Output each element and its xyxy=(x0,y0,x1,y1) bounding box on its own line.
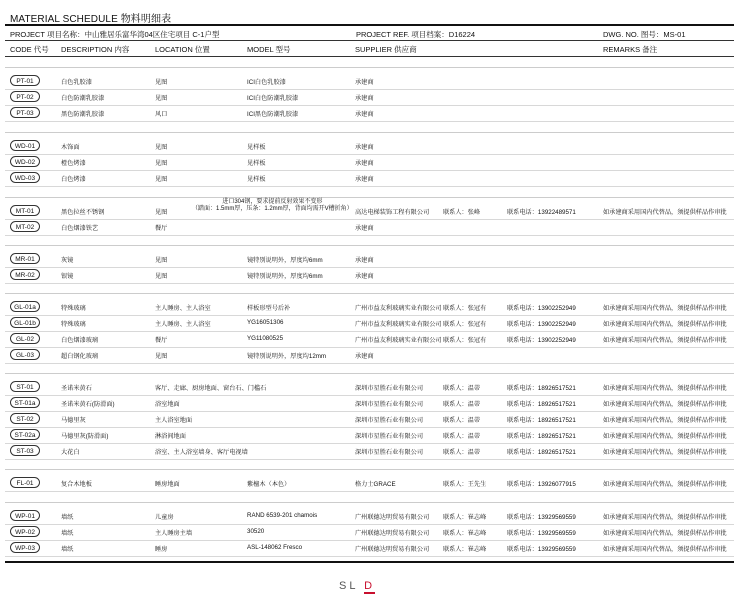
table-row xyxy=(5,300,734,316)
contact-cell: 联系人：张峰 xyxy=(443,209,481,216)
location-cell: 客厅、走廊、厨房地面、窗台石、门槛石 xyxy=(155,385,267,392)
description-cell: 白色烤漆 xyxy=(61,176,86,183)
description-cell: 超白钢化玻璃 xyxy=(61,353,99,360)
location-cell: 浴室、主人浴室墙身、客厅电视墙 xyxy=(155,449,248,456)
remarks-cell: 如承建商采用国内代替品，须提供样品作审批 xyxy=(603,401,727,408)
remarks-cell: 如承建商采用国内代替品，须提供样品作审批 xyxy=(603,546,727,553)
description-cell: 白色烟漆铁艺 xyxy=(61,225,99,232)
description-cell: 特殊玻璃 xyxy=(61,305,86,312)
material-code-badge: PT-01 xyxy=(10,75,40,86)
phone-cell: 联系电话：13929569559 xyxy=(507,514,576,521)
column-header-code: CODE 代号 xyxy=(10,45,49,54)
contact-cell: 联系人：温蒂 xyxy=(443,417,481,424)
description-cell: 木饰面 xyxy=(61,144,80,151)
description-cell: 圣诺米黄石 xyxy=(61,385,92,392)
group-divider xyxy=(5,245,734,246)
column-header-description: DESCRIPTION 内容 xyxy=(61,45,130,54)
phone-cell: 联系电话：13902252949 xyxy=(507,305,576,312)
model-cell: ASL-148062 Fresco xyxy=(247,544,303,551)
material-code-badge: GL-01b xyxy=(10,317,40,328)
contact-cell: 联系人：温蒂 xyxy=(443,433,481,440)
description-cell: 特殊玻璃 xyxy=(61,321,86,328)
description-cell: 银镜 xyxy=(61,273,74,280)
project-name: PROJECT 项目名称：中山雅居乐富华湾04区住宅项目 C-1户型 xyxy=(10,30,220,39)
material-code-badge: ST-01 xyxy=(10,381,40,392)
table-row xyxy=(5,380,734,396)
supplier-cell: 深圳市星胜石业有限公司 xyxy=(355,433,424,440)
location-cell: 见图 xyxy=(155,95,168,102)
column-header-remarks: REMARKS 备注 xyxy=(603,45,658,54)
phone-cell: 联系电话：18926517521 xyxy=(507,417,576,424)
page-title: MATERIAL SCHEDULE 物料明细表 xyxy=(10,14,172,25)
material-code-badge: GL-02 xyxy=(10,333,40,344)
supplier-cell: 承建商 xyxy=(355,160,374,167)
phone-cell: 联系电话：13929569559 xyxy=(507,546,576,553)
remarks-cell: 如承建商采用国内代替品，须提供样品作审批 xyxy=(603,481,727,488)
model-cell: 见样板 xyxy=(247,160,266,167)
contact-cell: 联系人：温蒂 xyxy=(443,401,481,408)
contact-cell: 联系人：温蒂 xyxy=(443,385,481,392)
material-code-badge: WP-02 xyxy=(10,526,40,537)
title-rule xyxy=(5,24,734,26)
location-cell: 见图 xyxy=(155,209,168,216)
location-cell: 主人睡房、主人浴室 xyxy=(155,305,211,312)
remarks-cell: 如承建商采用国内代替品，须提供样品作审批 xyxy=(603,209,727,216)
remarks-cell: 如承建商采用国内代替品，须提供样品作审批 xyxy=(603,449,727,456)
table-row xyxy=(5,220,734,236)
material-code-badge: ST-01a xyxy=(10,397,40,408)
remarks-cell: 如承建商采用国内代替品，须提供样品作审批 xyxy=(603,385,727,392)
material-code-badge: FL-01 xyxy=(10,477,40,488)
contact-cell: 联系人：王先生 xyxy=(443,481,487,488)
remarks-cell: 如承建商采用国内代替品，须提供样品作审批 xyxy=(603,514,727,521)
material-code-badge: WD-01 xyxy=(10,140,40,151)
supplier-cell: 深圳市星胜石业有限公司 xyxy=(355,417,424,424)
material-code-badge: ST-03 xyxy=(10,445,40,456)
remarks-cell: 如承建商采用国内代替品，须提供样品作审批 xyxy=(603,433,727,440)
location-cell: 餐厅 xyxy=(155,225,168,232)
description-cell: 黑色拉丝不锈钢 xyxy=(61,209,105,216)
supplier-cell: 深圳市星胜石业有限公司 xyxy=(355,449,424,456)
location-cell: 淋浴间地面 xyxy=(155,433,186,440)
contact-cell: 联系人：崔志峰 xyxy=(443,546,487,553)
supplier-cell: 高达电梯装饰工程有限公司 xyxy=(355,209,430,216)
phone-cell: 联系电话：18926517521 xyxy=(507,433,576,440)
group-divider xyxy=(5,67,734,68)
material-code-badge: ST-02 xyxy=(10,413,40,424)
supplier-cell: 广州联德达明贸易有限公司 xyxy=(355,546,430,553)
column-header-supplier: SUPPLIER 供应商 xyxy=(355,45,417,54)
table-row xyxy=(5,444,734,460)
description-cell: 黑色防潮乳胶漆 xyxy=(61,111,105,118)
supplier-cell: 承建商 xyxy=(355,144,374,151)
contact-cell: 联系人：张冠有 xyxy=(443,321,487,328)
supplier-cell: 承建商 xyxy=(355,225,374,232)
supplier-cell: 深圳市星胜石业有限公司 xyxy=(355,385,424,392)
phone-cell: 联系电话：13926077915 xyxy=(507,481,576,488)
material-code-badge: WD-02 xyxy=(10,156,40,167)
table-row xyxy=(5,396,734,412)
supplier-cell: 承建商 xyxy=(355,257,374,264)
description-cell: 灰镜 xyxy=(61,257,74,264)
phone-cell: 联系电话：18926517521 xyxy=(507,401,576,408)
project-rule xyxy=(5,40,734,41)
model-cell: 见样板 xyxy=(247,176,266,183)
remarks-cell: 如承建商采用国内代替品，须提供样品作审批 xyxy=(603,530,727,537)
material-code-badge: MR-01 xyxy=(10,253,40,264)
phone-cell: 联系电话：13902252949 xyxy=(507,321,576,328)
supplier-cell: 深圳市星胜石业有限公司 xyxy=(355,401,424,408)
remarks-cell: 如承建商采用国内代替品，须提供样品作审批 xyxy=(603,337,727,344)
description-cell: 白色防潮乳胶漆 xyxy=(61,95,105,102)
contact-cell: 联系人：崔志峰 xyxy=(443,514,487,521)
remarks-cell: 如承建商采用国内代替品，须提供样品作审批 xyxy=(603,305,727,312)
table-row xyxy=(5,316,734,332)
supplier-cell: 广州市益友利玻璃实业有限公司 xyxy=(355,305,442,312)
supplier-cell: 承建商 xyxy=(355,95,374,102)
group-divider xyxy=(5,469,734,470)
table-row xyxy=(5,332,734,348)
material-code-badge: WD-03 xyxy=(10,172,40,183)
table-row xyxy=(5,428,734,444)
supplier-cell: 广州市益友利玻璃实业有限公司 xyxy=(355,337,442,344)
supplier-cell: 广州联德达明贸易有限公司 xyxy=(355,530,430,537)
material-code-badge: WP-01 xyxy=(10,510,40,521)
group-divider xyxy=(5,373,734,374)
description-cell: 白色乳胶漆 xyxy=(61,79,92,86)
drawing-number: DWG. NO. 图号：MS-01 xyxy=(603,30,686,39)
table-row xyxy=(5,74,734,90)
material-code-badge: PT-03 xyxy=(10,107,40,118)
column-header-model: MODEL 型号 xyxy=(247,45,291,54)
location-cell: 见图 xyxy=(155,353,168,360)
footer-rule xyxy=(5,561,734,563)
description-cell: 橙色烤漆 xyxy=(61,160,86,167)
description-cell: 墙纸 xyxy=(61,546,74,553)
phone-cell: 联系电话：18926517521 xyxy=(507,385,576,392)
group-divider xyxy=(5,293,734,294)
description-cell: 白色烟漆玻璃 xyxy=(61,337,99,344)
phone-cell: 联系电话：13929569559 xyxy=(507,530,576,537)
table-row xyxy=(5,252,734,268)
material-code-badge: GL-03 xyxy=(10,349,40,360)
supplier-cell: 承建商 xyxy=(355,111,374,118)
description-cell: 马德里灰 xyxy=(61,417,86,424)
model-cell: 紫檀木（本色） xyxy=(247,481,291,488)
model-cell: 镜特别说明外，厚度均6mm xyxy=(247,257,323,264)
model-cell: 镜特别说明外，厚度均12mm xyxy=(247,353,327,360)
table-row xyxy=(5,412,734,428)
location-cell: 儿童房 xyxy=(155,514,174,521)
column-header-location: LOCATION 位置 xyxy=(155,45,210,54)
supplier-cell: 承建商 xyxy=(355,176,374,183)
supplier-cell: 承建商 xyxy=(355,353,374,360)
phone-cell: 联系电话：13922489571 xyxy=(507,209,576,216)
mt01-note xyxy=(192,199,353,213)
contact-cell: 联系人：张冠有 xyxy=(443,305,487,312)
model-cell: 样板形型号后补 xyxy=(247,305,291,312)
remarks-cell: 如承建商采用国内代替品，须提供样品作审批 xyxy=(603,417,727,424)
model-cell: 镜特别说明外，厚度均6mm xyxy=(247,273,323,280)
model-cell: YG11080525 xyxy=(247,335,284,342)
logo-text: SL xyxy=(339,580,359,592)
group-divider xyxy=(5,502,734,503)
location-cell: 主人浴室地面 xyxy=(155,417,193,424)
supplier-cell: 广州联德达明贸易有限公司 xyxy=(355,514,430,521)
supplier-cell: 承建商 xyxy=(355,273,374,280)
company-logo xyxy=(339,580,375,592)
table-row xyxy=(5,204,734,220)
location-cell: 风口 xyxy=(155,111,168,118)
material-code-badge: PT-02 xyxy=(10,91,40,102)
contact-cell: 联系人：张冠有 xyxy=(443,337,487,344)
contact-cell: 联系人：崔志峰 xyxy=(443,530,487,537)
location-cell: 见图 xyxy=(155,144,168,151)
contact-cell: 联系人：温蒂 xyxy=(443,449,481,456)
table-row xyxy=(5,90,734,106)
phone-cell: 联系电话：13902252949 xyxy=(507,337,576,344)
model-cell: 见样板 xyxy=(247,144,266,151)
remarks-cell: 如承建商采用国内代替品，须提供样品作审批 xyxy=(603,321,727,328)
group-divider xyxy=(5,197,734,198)
material-code-badge: ST-02a xyxy=(10,429,40,440)
group-divider xyxy=(5,132,734,133)
model-cell: ICI黑色防潮乳胶漆 xyxy=(247,111,299,118)
location-cell: 见图 xyxy=(155,273,168,280)
location-cell: 浴室地面 xyxy=(155,401,180,408)
mt01-note-line1: 进口304钢，要求提前反射效果不变形 xyxy=(222,199,323,205)
material-code-badge: WP-03 xyxy=(10,542,40,553)
header-rule xyxy=(5,56,734,57)
table-row xyxy=(5,525,734,541)
model-cell: 30520 xyxy=(247,528,265,535)
model-cell: YG16051306 xyxy=(247,319,284,326)
location-cell: 睡房 xyxy=(155,546,168,553)
description-cell: 圣诺米黄石(防滑面) xyxy=(61,401,115,408)
location-cell: 见图 xyxy=(155,79,168,86)
table-row xyxy=(5,155,734,171)
location-cell: 餐厅 xyxy=(155,337,168,344)
supplier-cell: 承建商 xyxy=(355,79,374,86)
supplier-cell: 广州市益友利玻璃实业有限公司 xyxy=(355,321,442,328)
description-cell: 马德里灰(防滑面) xyxy=(61,433,109,440)
logo-accent: D xyxy=(364,580,376,592)
model-cell: ICI白色防潮乳胶漆 xyxy=(247,95,299,102)
location-cell: 睡房地面 xyxy=(155,481,180,488)
project-ref: PROJECT REF. 项目档案：D16224 xyxy=(356,30,476,39)
table-row xyxy=(5,106,734,122)
location-cell: 见图 xyxy=(155,257,168,264)
description-cell: 大花白 xyxy=(61,449,80,456)
phone-cell: 联系电话：18926517521 xyxy=(507,449,576,456)
model-cell: RAND 6539-201 chamois xyxy=(247,512,318,519)
description-cell: 墙纸 xyxy=(61,530,74,537)
mt01-note-line2: （踏面：1.5mm厚，压条：1.2mm厚，背面均需开V槽折角） xyxy=(192,206,353,212)
model-cell: ICI白色乳胶漆 xyxy=(247,79,286,86)
location-cell: 见图 xyxy=(155,176,168,183)
location-cell: 主人睡房主墙 xyxy=(155,530,193,537)
description-cell: 墙纸 xyxy=(61,514,74,521)
supplier-cell: 格力士GRACE xyxy=(355,481,396,488)
location-cell: 见图 xyxy=(155,160,168,167)
table-row xyxy=(5,509,734,525)
table-row xyxy=(5,541,734,557)
table-row xyxy=(5,171,734,187)
table-row xyxy=(5,268,734,284)
material-code-badge: MT-02 xyxy=(10,221,40,232)
table-row xyxy=(5,476,734,492)
material-code-badge: MT-01 xyxy=(10,205,40,216)
material-code-badge: MR-02 xyxy=(10,269,40,280)
table-row xyxy=(5,348,734,364)
material-code-badge: GL-01a xyxy=(10,301,40,312)
table-row xyxy=(5,139,734,155)
description-cell: 复合木地板 xyxy=(61,481,92,488)
location-cell: 主人睡房、主人浴室 xyxy=(155,321,211,328)
